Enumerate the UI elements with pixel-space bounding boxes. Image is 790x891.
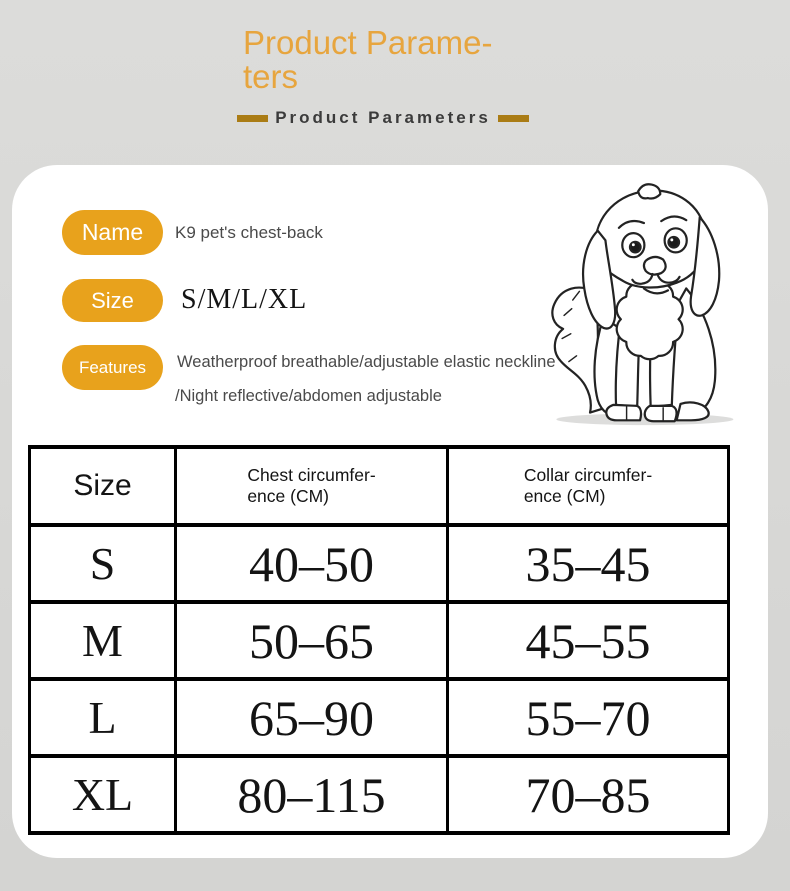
header-collar-line2: ence (CM) bbox=[523, 486, 606, 506]
name-label: Name bbox=[81, 219, 144, 245]
chest-cell: 40–50 bbox=[176, 525, 448, 602]
table-row-s bbox=[30, 525, 729, 602]
page-title-line1: Product Parame- bbox=[243, 24, 493, 61]
features-value-line1: Weatherproof breathable/adjustable elastic neckline bbox=[177, 353, 556, 371]
collar-cell: 70–85 bbox=[448, 756, 729, 833]
collar-cell: 45–55 bbox=[448, 602, 729, 679]
size-label-pill bbox=[62, 279, 163, 322]
header-collar-line1: Collar circumfer- bbox=[523, 465, 653, 485]
size-cell: M bbox=[30, 602, 176, 679]
header-chest-line2: ence (CM) bbox=[247, 486, 329, 506]
chest-cell: 80–115 bbox=[176, 756, 448, 833]
features-label: Features bbox=[78, 357, 147, 377]
chest-cell: 50–65 bbox=[176, 602, 448, 679]
features-label-pill bbox=[62, 345, 163, 390]
section-heading-text: Product Parameters bbox=[275, 108, 491, 127]
name-value: K9 pet's chest-back bbox=[175, 222, 323, 242]
table-row-xl bbox=[30, 756, 729, 833]
chest-cell: 65–90 bbox=[176, 679, 448, 756]
size-value: S/M/L/XL bbox=[181, 283, 308, 315]
puppy-illustration-icon bbox=[542, 173, 742, 428]
page-title-line2: ters bbox=[243, 58, 299, 95]
left-dash-decoration bbox=[237, 115, 268, 122]
table-row-l bbox=[30, 679, 729, 756]
right-dash-decoration bbox=[498, 115, 529, 122]
features-value-line2: /Night reflective/abdomen adjustable bbox=[175, 387, 442, 405]
header-size: Size bbox=[30, 447, 176, 525]
page-title bbox=[243, 26, 523, 94]
header-chest-line1: Chest circumfer- bbox=[247, 465, 376, 485]
size-chart-table bbox=[28, 445, 730, 835]
size-label: Size bbox=[91, 287, 134, 313]
collar-cell: 35–45 bbox=[448, 525, 729, 602]
collar-cell: 55–70 bbox=[448, 679, 729, 756]
table-row-m bbox=[30, 602, 729, 679]
header-collar bbox=[448, 447, 729, 525]
header-chest bbox=[176, 447, 448, 525]
table-header-row bbox=[30, 447, 729, 525]
size-cell: S bbox=[30, 525, 176, 602]
product-info-card bbox=[12, 165, 768, 858]
section-heading bbox=[0, 108, 766, 128]
size-cell: XL bbox=[30, 756, 176, 833]
size-cell: L bbox=[30, 679, 176, 756]
name-label-pill bbox=[62, 210, 163, 255]
